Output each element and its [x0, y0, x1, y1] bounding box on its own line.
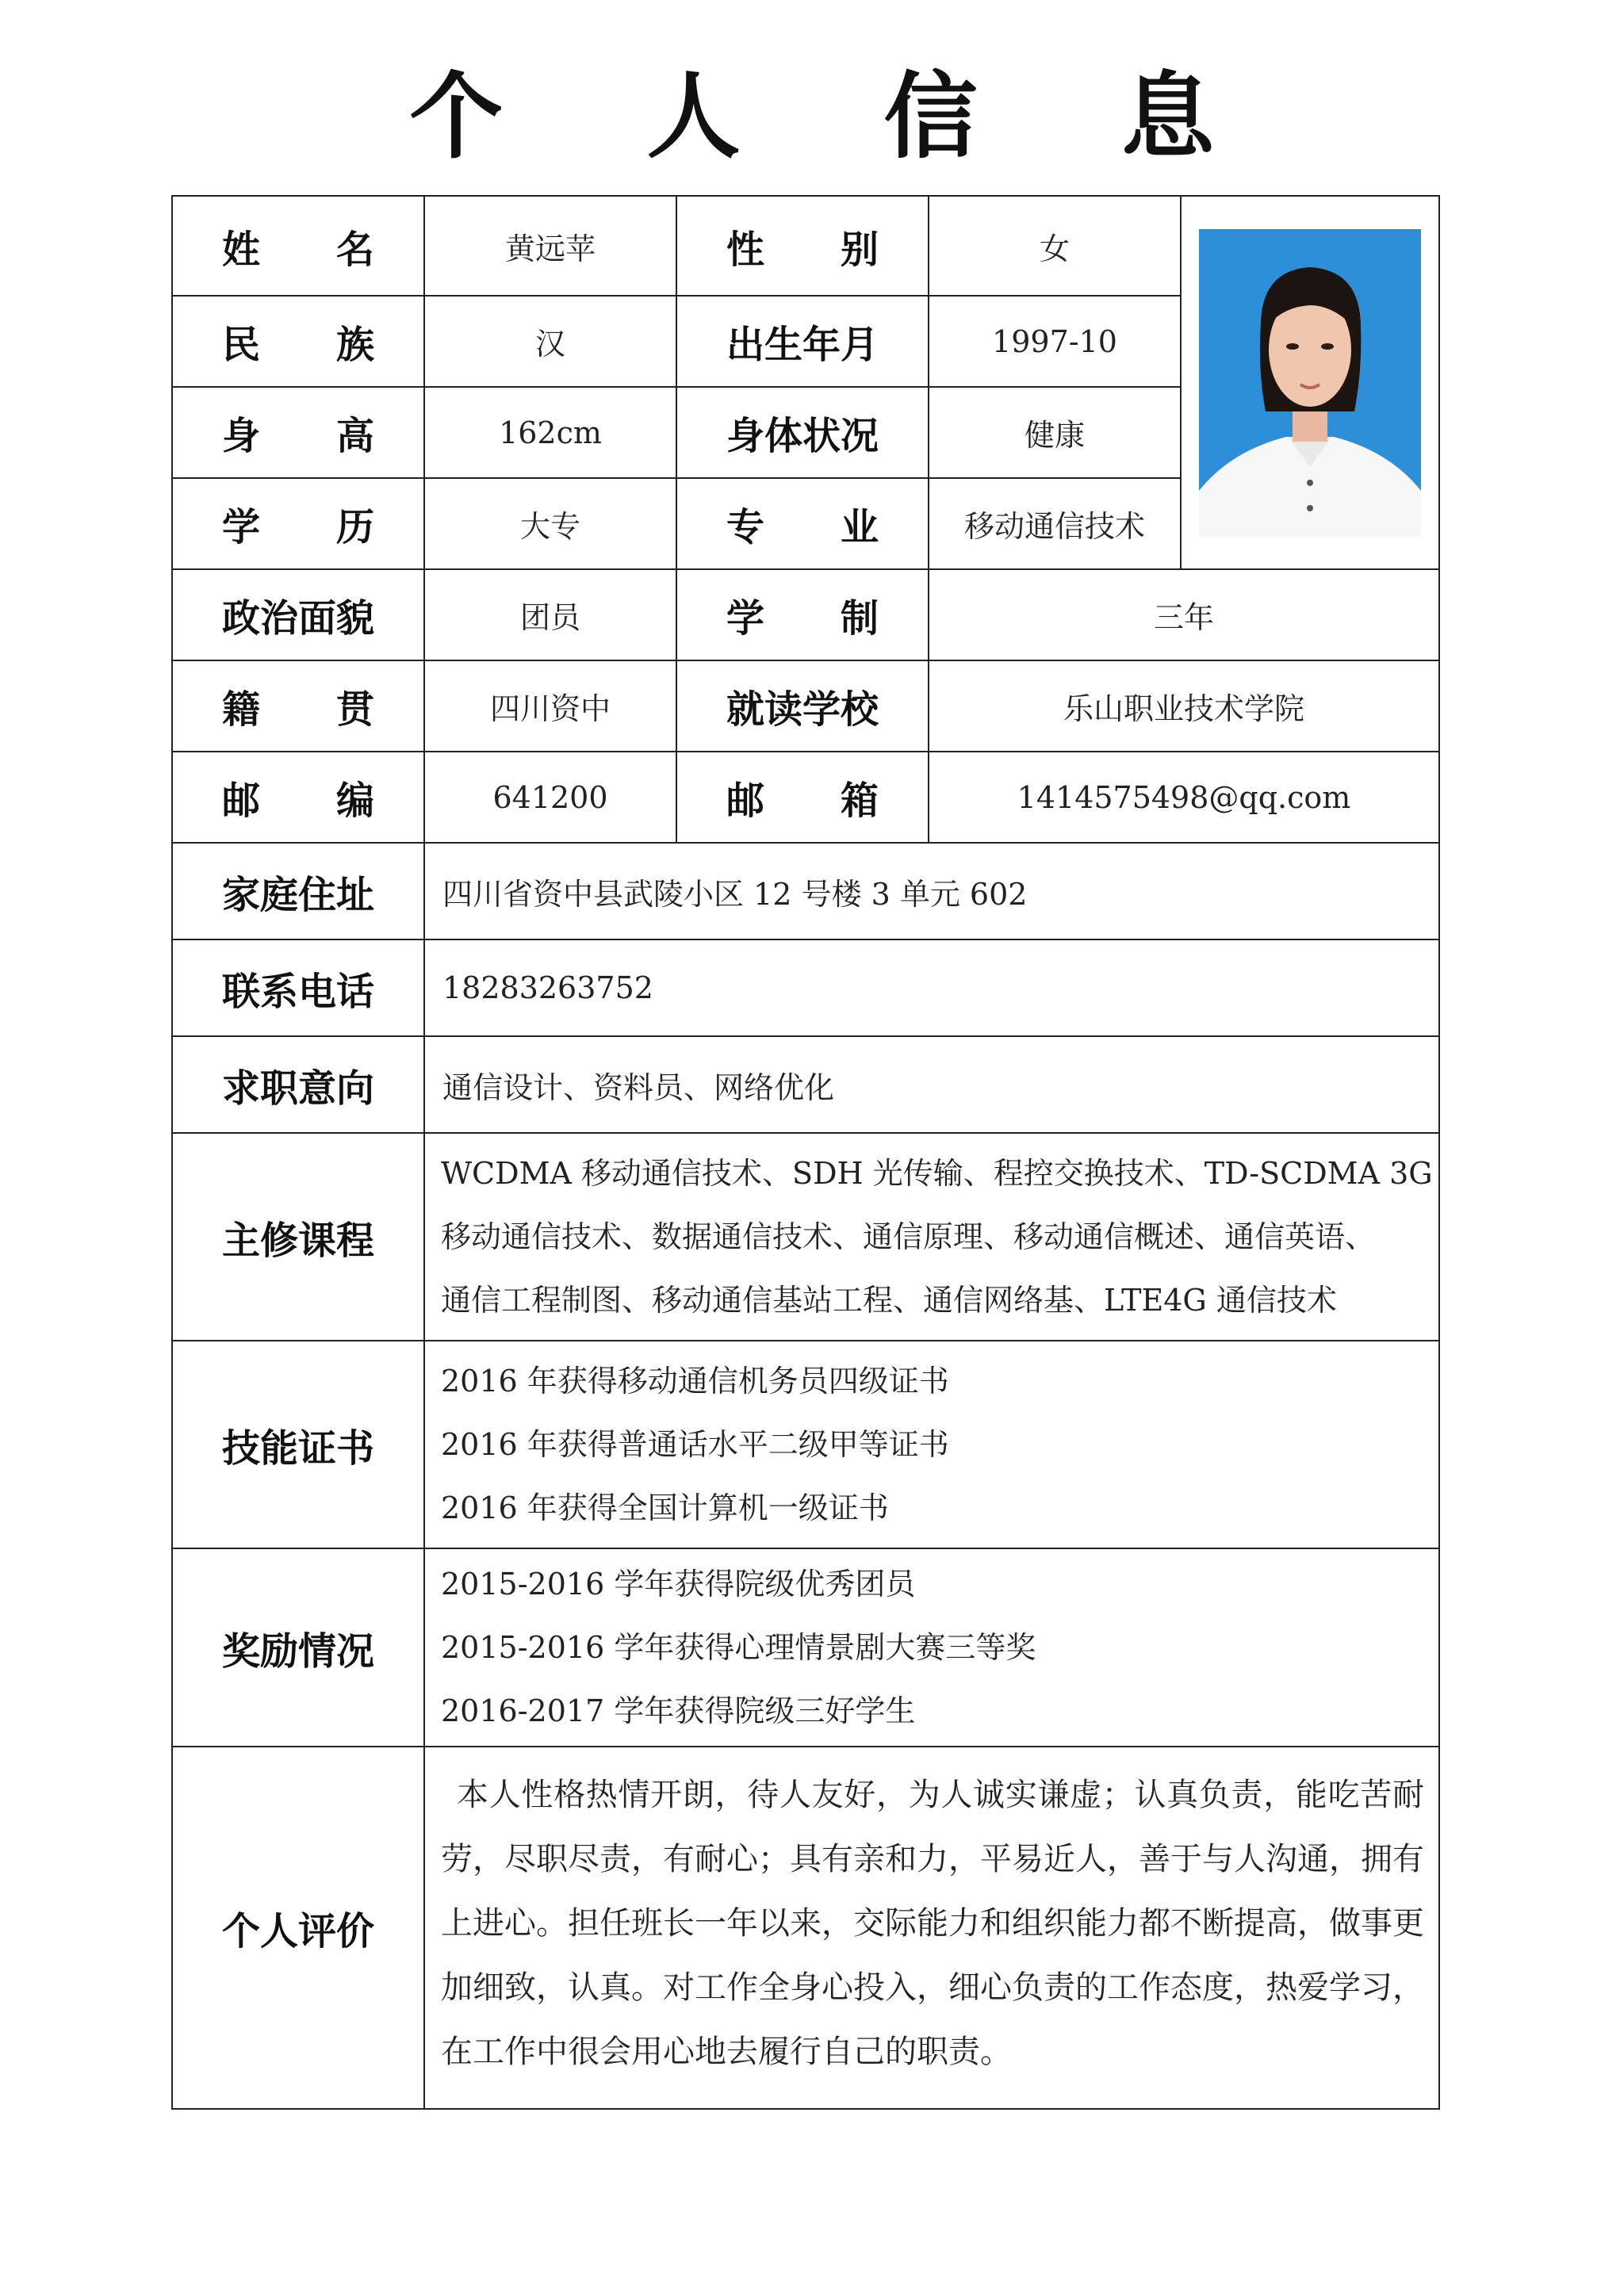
intent-value: 通信设计、资料员、网络优化 — [424, 1036, 1439, 1133]
table-row — [172, 843, 1439, 939]
table-row — [172, 752, 1439, 843]
major-value: 移动通信技术 — [929, 478, 1181, 569]
table-row — [172, 196, 1439, 296]
address-label: 家庭住址 — [172, 843, 424, 939]
duration-label: 学制 — [676, 569, 929, 660]
table-row — [172, 939, 1439, 1036]
hometown-value: 四川资中 — [424, 660, 676, 752]
certificates-label: 技能证书 — [172, 1341, 424, 1548]
hometown-label: 籍贯 — [172, 660, 424, 752]
name-value: 黄远苹 — [424, 196, 676, 296]
name-label: 姓名 — [172, 196, 424, 296]
portrait-photo-icon — [1199, 229, 1421, 537]
award-line: 2015-2016 学年获得心理情景剧大赛三等奖 — [441, 1630, 1036, 1665]
phone-label: 联系电话 — [172, 939, 424, 1036]
table-row — [172, 1548, 1439, 1747]
school-label: 就读学校 — [676, 660, 929, 752]
ethnicity-label: 民族 — [172, 296, 424, 387]
table-row — [172, 1747, 1439, 2109]
award-line: 2016-2017 学年获得院级三好学生 — [441, 1693, 916, 1728]
certificate-line: 2016 年获得普通话水平二级甲等证书 — [441, 1427, 949, 1462]
table-row — [172, 660, 1439, 752]
height-label: 身高 — [172, 387, 424, 478]
table-row — [172, 1036, 1439, 1133]
birth-value: 1997-10 — [929, 296, 1181, 387]
page-title: 个 人 信 息 — [409, 61, 1270, 171]
awards-label: 奖励情况 — [172, 1548, 424, 1747]
height-value: 162cm — [424, 387, 676, 478]
awards-value — [424, 1548, 1439, 1747]
intent-label: 求职意向 — [172, 1036, 424, 1133]
course-line: WCDMA 移动通信技术、SDH 光传输、程控交换技术、TD-SCDMA 3G — [441, 1156, 1433, 1191]
personal-info-table — [171, 195, 1440, 2110]
gender-value: 女 — [929, 196, 1181, 296]
table-row — [172, 569, 1439, 660]
political-value: 团员 — [424, 569, 676, 660]
evaluation-label: 个人评价 — [172, 1747, 424, 2109]
course-line: 移动通信技术、数据通信技术、通信原理、移动通信概述、通信英语、 — [441, 1219, 1376, 1254]
course-line: 通信工程制图、移动通信基站工程、通信网络基、LTE4G 通信技术 — [441, 1283, 1337, 1318]
education-label: 学历 — [172, 478, 424, 569]
address-value: 四川省资中县武陵小区 12 号楼 3 单元 602 — [424, 843, 1439, 939]
photo-cell — [1181, 196, 1439, 569]
education-value: 大专 — [424, 478, 676, 569]
evaluation-text: 本人性格热情开朗，待人友好，为人诚实谦虚；认真负责，能吃苦耐劳，尽职尽责，有耐心；具有亲和力，平易近人，善于与人沟通，拥有上进心。担任班长一年以来，交际能力和组织能力都不断提高，做事更加细致，认真。对工作全身心投入，细心负责的工作态度，热爱学习，在工作中很会用心地去履行自己的职责。 — [424, 1747, 1439, 2109]
table-row — [172, 1341, 1439, 1548]
political-label: 政治面貌 — [172, 569, 424, 660]
postcode-label: 邮编 — [172, 752, 424, 843]
school-value: 乐山职业技术学院 — [929, 660, 1439, 752]
health-label: 身体状况 — [676, 387, 929, 478]
table-row — [172, 1133, 1439, 1341]
postcode-value: 641200 — [424, 752, 676, 843]
gender-label: 性别 — [676, 196, 929, 296]
certificate-line: 2016 年获得移动通信机务员四级证书 — [441, 1364, 949, 1399]
ethnicity-value: 汉 — [424, 296, 676, 387]
phone-value: 18283263752 — [424, 939, 1439, 1036]
award-line: 2015-2016 学年获得院级优秀团员 — [441, 1567, 916, 1601]
courses-value — [424, 1133, 1439, 1341]
certificate-line: 2016 年获得全国计算机一级证书 — [441, 1490, 889, 1525]
courses-label: 主修课程 — [172, 1133, 424, 1341]
birth-label: 出生年月 — [676, 296, 929, 387]
email-label: 邮箱 — [676, 752, 929, 843]
certificates-value — [424, 1341, 1439, 1548]
duration-value: 三年 — [929, 569, 1439, 660]
major-label: 专业 — [676, 478, 929, 569]
health-value: 健康 — [929, 387, 1181, 478]
email-value: 1414575498@qq.com — [929, 752, 1439, 843]
portrait-photo — [1199, 229, 1421, 537]
